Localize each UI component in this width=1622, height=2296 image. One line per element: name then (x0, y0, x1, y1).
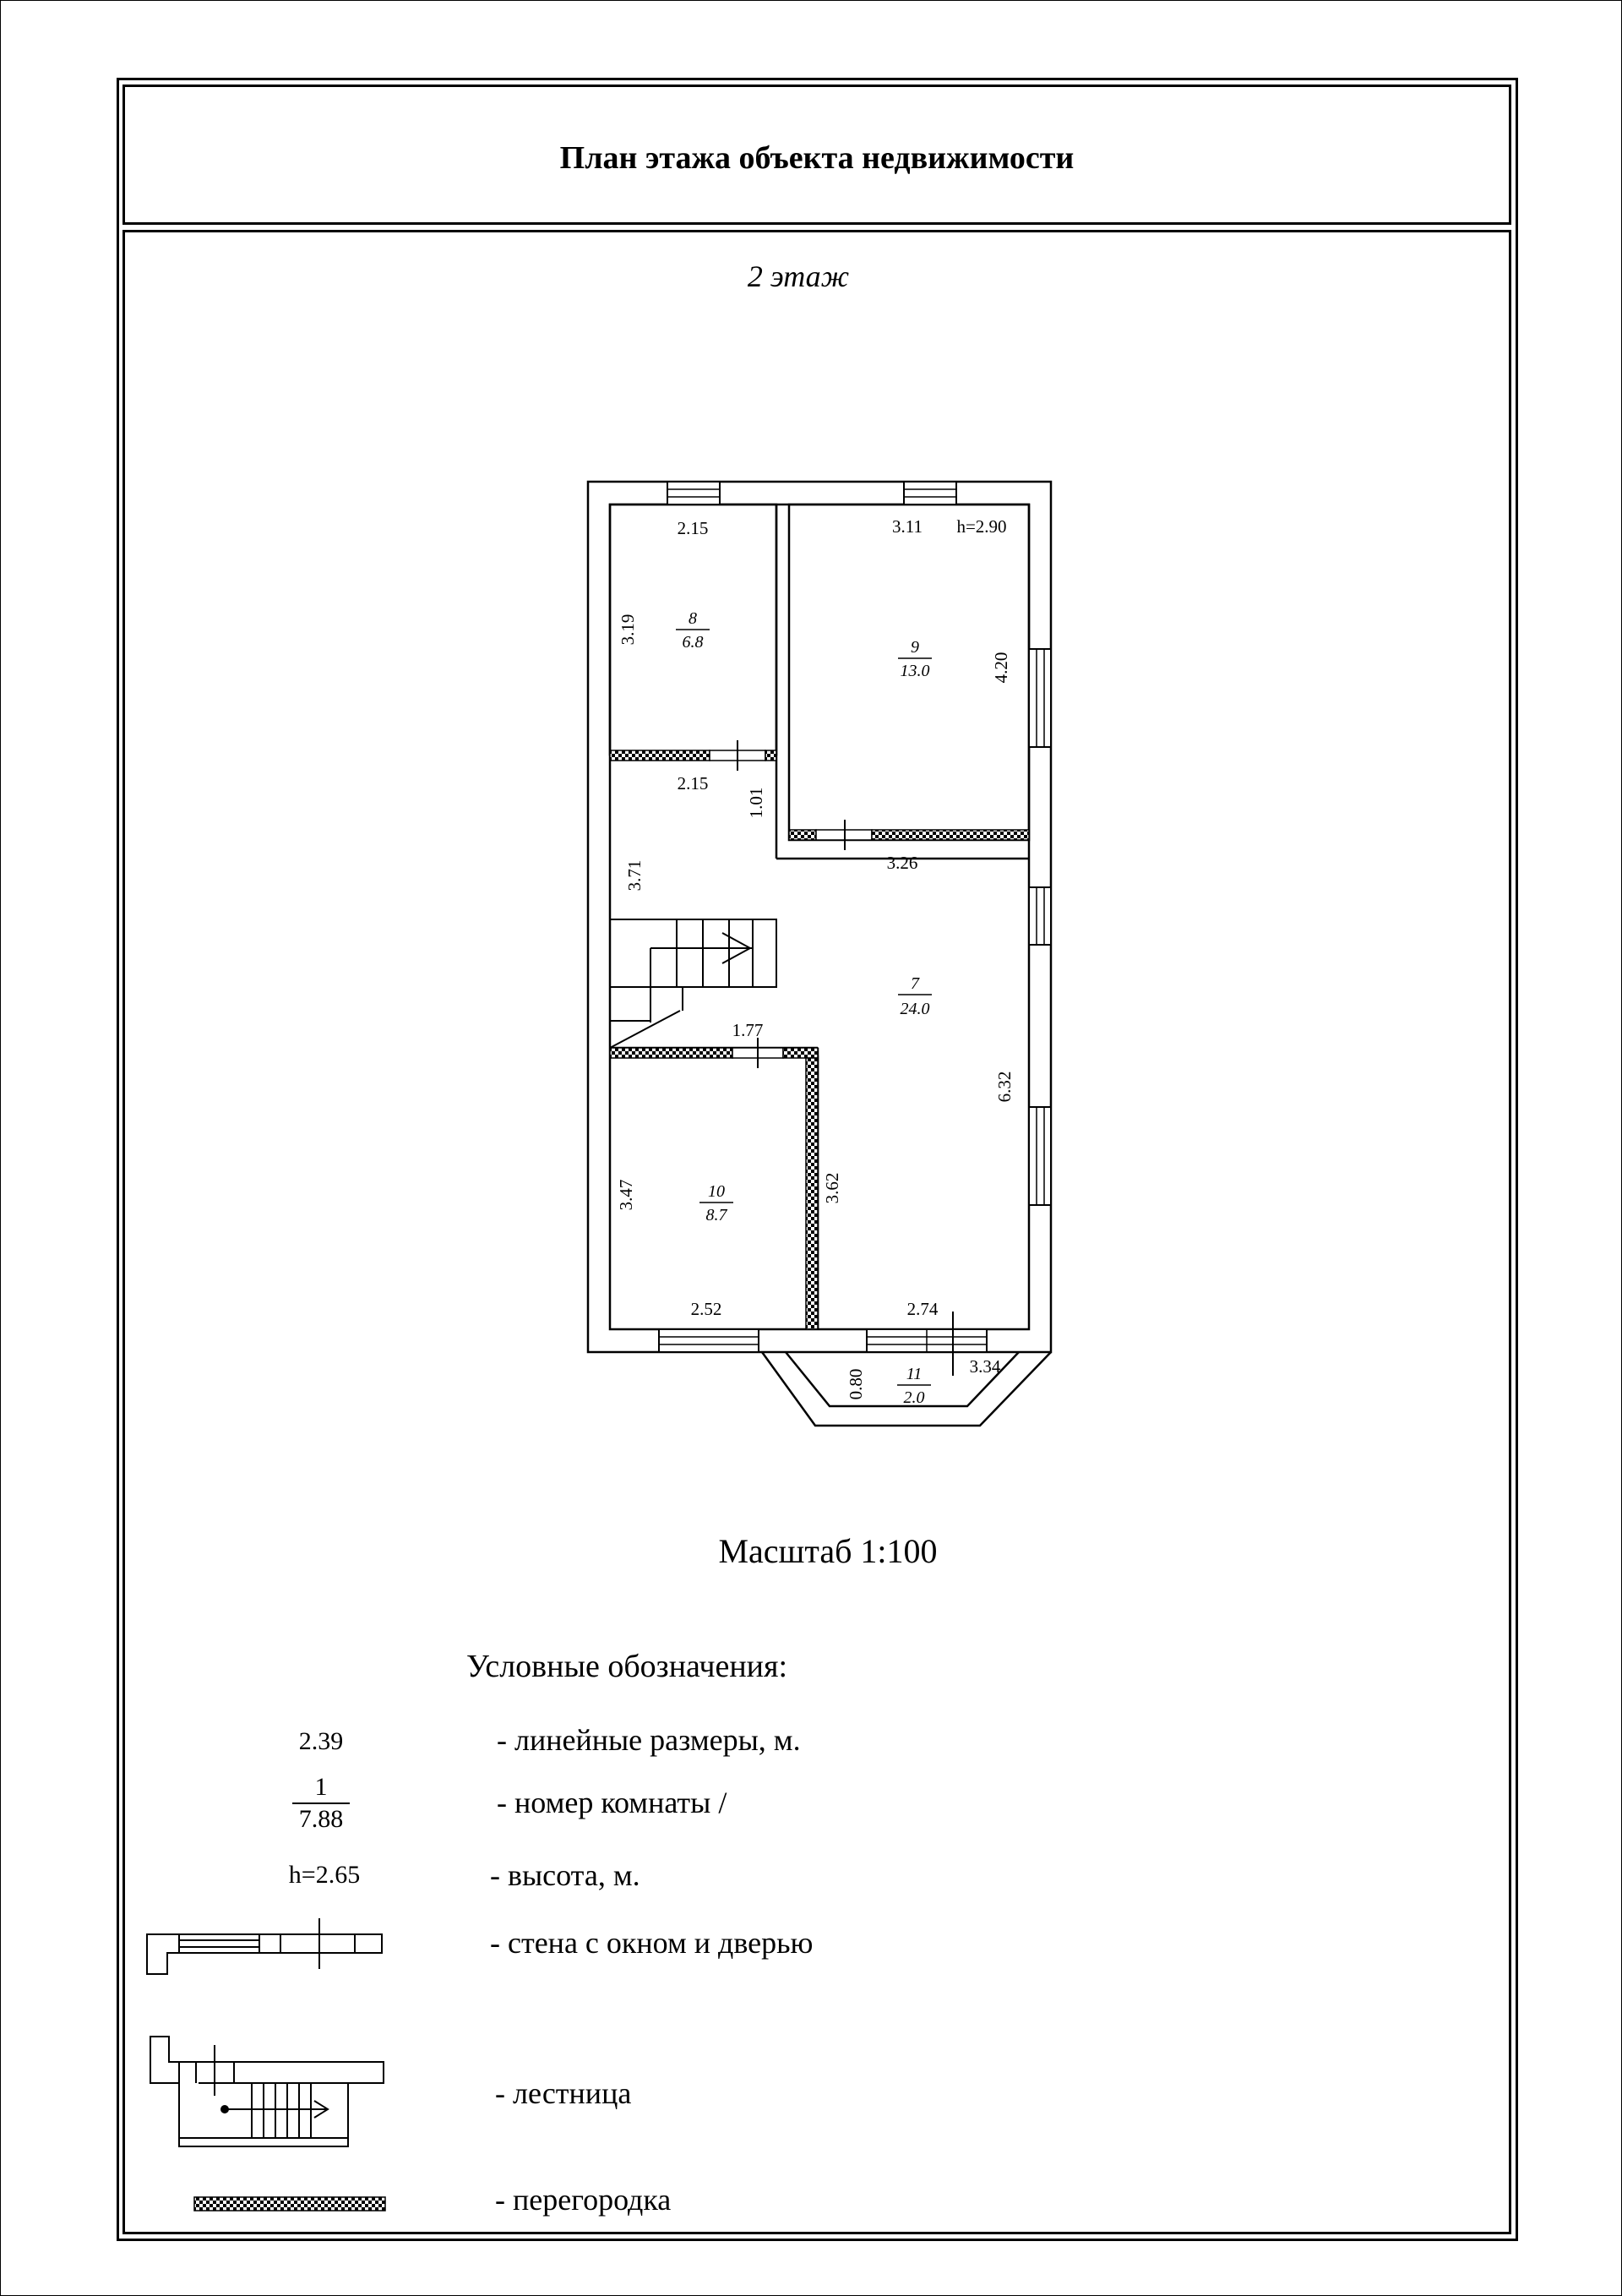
legend-partition-symbol (194, 2197, 385, 2211)
dim-r9-top: 3.11 (892, 516, 923, 537)
window (667, 482, 720, 504)
dim-r9-bottom: 3.26 (886, 853, 918, 873)
exterior-wall-outer (588, 482, 1051, 1352)
partitions (610, 750, 1029, 1329)
room-11-number: 11 (906, 1365, 923, 1383)
page-title: План этажа объекта недвижимости (559, 140, 1075, 176)
partition (806, 1058, 818, 1329)
dim-r8-top: 2.15 (677, 518, 709, 538)
legend-item-partition: - перегородка (495, 2183, 672, 2217)
partition (610, 1048, 732, 1058)
room-7-area: 24.0 (900, 1000, 930, 1018)
room-9-number: 9 (911, 638, 919, 657)
legend-item-room-number: - номер комнаты / (497, 1786, 727, 1819)
dim-r11-right: 3.34 (969, 1356, 1001, 1377)
dim-r8-bottom: 2.15 (677, 773, 709, 794)
floor-label: 2 этаж (747, 259, 850, 293)
legend-item-dimensions: - линейные размеры, м. (497, 1723, 801, 1757)
partition (765, 750, 776, 761)
dim-r8-side: 3.19 (618, 614, 638, 646)
dim-corridor-1: 1.01 (746, 787, 766, 819)
dim-r10-bottom: 2.52 (690, 1299, 722, 1319)
room-8-area: 6.8 (682, 633, 704, 652)
legend-title: Условные обозначения: (466, 1649, 788, 1684)
room-7-number: 7 (911, 974, 919, 993)
partition (783, 1048, 818, 1058)
partition (789, 830, 816, 840)
legend-item-wall: - стена с окном и дверью (490, 1926, 814, 1960)
window (1029, 649, 1051, 747)
window (904, 482, 956, 504)
dim-r7-bottom: 2.74 (906, 1299, 939, 1319)
legend-item-stair: - лестница (495, 2076, 632, 2110)
room-8-number: 8 (689, 609, 697, 628)
room-10-number: 10 (708, 1182, 725, 1201)
exterior-wall-inner (610, 504, 1029, 1329)
window (659, 1329, 759, 1352)
dim-r7-side: 6.32 (994, 1071, 1015, 1103)
window (1029, 887, 1051, 945)
window (1029, 1107, 1051, 1205)
legend-room-number-sample: 1 (314, 1773, 328, 1801)
legend-dimension-sample: 2.39 (298, 1727, 344, 1755)
scale-label: Масштаб 1:100 (718, 1532, 938, 1570)
legend-height-sample: h=2.65 (288, 1861, 361, 1889)
dim-r11-left: 0.80 (846, 1368, 866, 1400)
dim-corridor-2: 3.71 (624, 859, 645, 892)
legend-stair-symbol (150, 2037, 384, 2146)
height-label: h=2.90 (956, 516, 1007, 537)
partition (610, 750, 710, 761)
legend-wall-symbol (147, 1918, 382, 1974)
dim-r7-partition: 3.62 (822, 1172, 842, 1204)
legend-item-height: - высота, м. (490, 1858, 640, 1892)
dim-r9-side: 4.20 (991, 652, 1011, 684)
room-10-area: 8.7 (705, 1206, 727, 1224)
legend-room-area-sample: 7.88 (298, 1805, 344, 1833)
partition (872, 830, 1029, 840)
room-9-area: 13.0 (900, 662, 930, 680)
dim-r10-side: 3.47 (616, 1179, 636, 1211)
room-11-area: 2.0 (903, 1388, 925, 1407)
dim-r7-stair: 1.77 (732, 1020, 764, 1040)
